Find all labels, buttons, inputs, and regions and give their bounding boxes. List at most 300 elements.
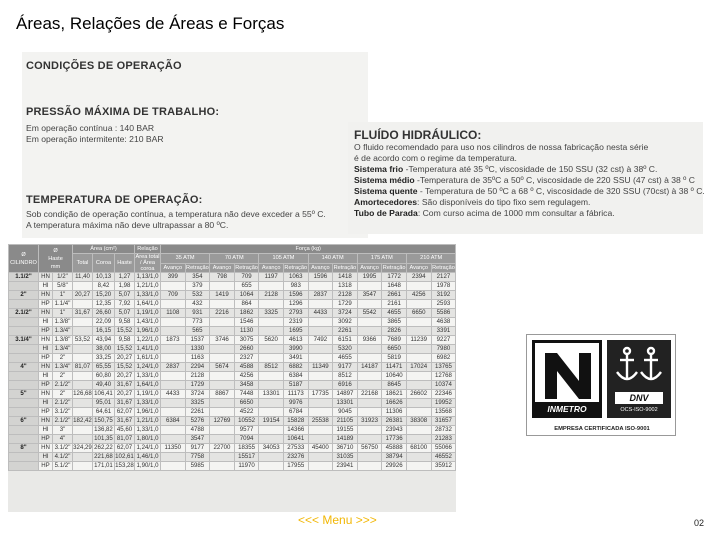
- table-cell: 2327: [234, 354, 259, 363]
- table-cell: 1,13/1,0: [136, 273, 159, 280]
- table-cell: 4638: [431, 318, 456, 327]
- table-cell: [161, 399, 186, 408]
- table-cell: 262,22: [94, 444, 113, 451]
- table-cell: 221,68: [94, 453, 113, 460]
- table-cell: 2319: [283, 318, 308, 327]
- table-cell: 1,22/1,0: [136, 336, 159, 343]
- table-cell: 20,27: [115, 390, 135, 399]
- table-cell: 21283: [431, 435, 456, 444]
- table-cell: 19154: [259, 417, 284, 426]
- menu-link[interactable]: <<< Menu >>>: [298, 513, 377, 527]
- cylinder-cell: [9, 462, 39, 471]
- anchor-icon: [613, 344, 665, 388]
- table-row: [9, 273, 456, 282]
- table-cell: [210, 372, 235, 381]
- header-ratio: Relação: [135, 245, 161, 254]
- table-cell: [73, 381, 93, 390]
- cylinder-cell: [9, 300, 39, 309]
- table-cell: 9045: [333, 408, 358, 417]
- table-row: [9, 381, 456, 390]
- table-cell: [357, 453, 382, 462]
- table-cell: [406, 318, 431, 327]
- table-cell: [259, 426, 284, 435]
- table-cell: [210, 453, 235, 462]
- table-cell: [259, 354, 284, 363]
- table-cell: [210, 318, 235, 327]
- table-cell: [161, 372, 186, 381]
- table-cell: 3075: [234, 336, 259, 345]
- fluid-intro-line: O fluido recomendado para uso nos cilindros de nossa fabricação nesta série: [354, 142, 649, 152]
- table-cell: 14366: [283, 426, 308, 435]
- table-cell: 1.3/4": [53, 345, 73, 354]
- header-return: Retração: [186, 264, 209, 271]
- temperature-line: A temperatura máxima não deve ultrapassar a 80 ºC.: [26, 220, 229, 230]
- table-cell: 5320: [333, 345, 358, 354]
- cylinder-cell: [9, 327, 39, 336]
- table-cell: 150,75: [94, 417, 113, 424]
- table-cell: 1,24/1,0: [136, 444, 159, 451]
- fluid-intro-line: é de acordo com o regime da temperatura.: [354, 153, 517, 163]
- table-cell: 136,82: [94, 426, 113, 433]
- header-pressure: 210 ATM: [406, 254, 455, 264]
- table-cell: 1163: [185, 354, 210, 363]
- table-cell: [406, 453, 431, 462]
- table-cell: 10552: [234, 417, 259, 426]
- table-cell: [73, 318, 93, 327]
- table-cell: 2826: [382, 327, 407, 336]
- table-cell: 354: [185, 273, 210, 282]
- table-row: [9, 291, 456, 300]
- slide-title: Áreas, Relações de Áreas e Forças: [16, 14, 285, 33]
- table-cell: [161, 282, 186, 291]
- table-cell: [406, 282, 431, 291]
- table-cell: 21105: [333, 417, 358, 426]
- table-cell: 5,07: [115, 309, 135, 318]
- table-cell: 2837: [161, 363, 186, 372]
- table-cell: 17955: [283, 462, 308, 471]
- table-cell: 22700: [210, 444, 235, 453]
- table-cell: [210, 408, 235, 417]
- table-cell: 3092: [333, 318, 358, 327]
- table-cell: 1130: [234, 327, 259, 336]
- header-rod-label: Haste: [48, 255, 63, 262]
- table-cell: 14189: [333, 435, 358, 444]
- table-cell: HN: [39, 273, 53, 282]
- table-row: [9, 444, 456, 453]
- table-cell: [308, 345, 333, 354]
- fluid-system-line: [354, 208, 615, 218]
- fluid-system-label: Sistema médio: [354, 175, 415, 185]
- table-cell: 22168: [357, 390, 382, 399]
- table-cell: 10641: [283, 435, 308, 444]
- table-cell: 5542: [357, 309, 382, 318]
- table-cell: [161, 462, 186, 471]
- table-cell: 25538: [308, 417, 333, 426]
- table-cell: 3724: [185, 390, 210, 399]
- table-cell: 3.1/2": [53, 444, 73, 453]
- table-cell: [406, 300, 431, 309]
- table-cell: 7492: [308, 336, 333, 345]
- table-cell: 3.1/2": [53, 408, 73, 417]
- header-advance: Avanço: [406, 263, 431, 273]
- table-cell: [406, 462, 431, 471]
- table-cell: 18355: [234, 444, 259, 453]
- table-cell: 9227: [431, 336, 456, 345]
- table-cell: HP: [39, 435, 53, 444]
- table-cell: HI: [39, 372, 53, 381]
- header-pressure: 105 ATM: [259, 254, 308, 264]
- header-rod-symbol: Ø: [53, 247, 58, 254]
- table-cell: 2793: [283, 309, 308, 318]
- table-cell: 126,68: [73, 390, 92, 397]
- table-cell: 9177: [333, 363, 358, 372]
- table-cell: [161, 327, 186, 336]
- cylinder-cell: [9, 399, 39, 408]
- table-cell: 18621: [382, 390, 407, 399]
- table-row: [9, 408, 456, 417]
- table-cell: 1546: [234, 318, 259, 327]
- table-cell: 709: [234, 273, 259, 282]
- table-cell: 68100: [406, 444, 431, 453]
- header-advance: Avanço: [357, 263, 382, 273]
- temperature-line: Sob condição de operação contínua, a temperatura não deve exceder a 55º C.: [26, 209, 326, 219]
- table-cell: 3458: [234, 381, 259, 390]
- table-cell: 6650: [406, 309, 431, 318]
- table-cell: 10640: [382, 372, 407, 381]
- table-cell: 2": [53, 372, 73, 381]
- table-cell: 12768: [431, 372, 456, 381]
- header-pressure: 70 ATM: [210, 254, 259, 264]
- table-cell: 2": [53, 390, 73, 399]
- table-cell: 1,41/1,0: [136, 345, 159, 352]
- table-cell: [73, 300, 93, 309]
- table-cell: 15517: [234, 453, 259, 462]
- table-cell: [73, 462, 93, 471]
- table-cell: 2.1/2": [53, 399, 73, 408]
- table-row: [9, 327, 456, 336]
- table-cell: 7094: [234, 435, 259, 444]
- table-cell: [161, 408, 186, 417]
- table-row: [9, 399, 456, 408]
- fluid-system-label: Tubo de Parada: [354, 208, 418, 218]
- table-cell: 1,46/1,0: [136, 453, 159, 460]
- table-cell: 2": [53, 354, 73, 363]
- table-cell: 1862: [234, 309, 259, 318]
- fluid-system-label: Sistema frio: [354, 164, 404, 174]
- table-cell: [357, 282, 382, 291]
- table-cell: 5187: [283, 381, 308, 390]
- table-cell: [161, 345, 186, 354]
- table-cell: 3724: [333, 309, 358, 318]
- table-cell: 11173: [283, 390, 308, 399]
- table-cell: [308, 453, 333, 462]
- table-cell: [210, 426, 235, 435]
- table-cell: [308, 381, 333, 390]
- header-return: Retração: [333, 264, 357, 271]
- table-cell: 4588: [234, 363, 259, 372]
- table-cell: 2294: [185, 363, 210, 372]
- table-cell: 1,19/1,0: [136, 309, 159, 316]
- table-cell: [210, 345, 235, 354]
- table-cell: [357, 435, 382, 444]
- table-cell: 1.3/8": [53, 318, 73, 327]
- certification-panel: [526, 334, 676, 436]
- table-cell: [308, 282, 333, 291]
- table-cell: 38,00: [93, 345, 115, 354]
- cylinder-cell: 8": [9, 444, 39, 453]
- table-cell: 1318: [333, 282, 358, 291]
- header-cylinder-symbol: Ø: [21, 251, 26, 258]
- table-cell: [357, 354, 382, 363]
- header-cylinder: [9, 245, 39, 273]
- cylinder-cell: 5": [9, 390, 39, 399]
- table-cell: [357, 345, 382, 354]
- table-cell: 2593: [431, 300, 456, 309]
- table-cell: [308, 399, 333, 408]
- table-cell: 1,24/1,0: [136, 363, 159, 370]
- table-cell: 11350: [161, 444, 186, 453]
- table-cell: 17024: [406, 363, 431, 372]
- header-pressure: 175 ATM: [357, 254, 406, 264]
- table-cell: [406, 399, 431, 408]
- table-cell: 7758: [185, 453, 210, 462]
- table-cell: 1330: [185, 345, 210, 354]
- table-cell: 3192: [431, 291, 456, 300]
- table-cell: 28732: [431, 426, 456, 435]
- table-row: [9, 462, 456, 471]
- table-cell: HP: [39, 381, 53, 390]
- table-cell: 27533: [283, 444, 308, 453]
- table-cell: 4788: [185, 426, 210, 435]
- table-cell: 6784: [283, 408, 308, 417]
- table-cell: 7980: [431, 345, 456, 354]
- table-cell: 1.3/4": [53, 363, 73, 372]
- table-cell: 10374: [431, 381, 456, 390]
- table-cell: 1,96/1,0: [136, 408, 159, 415]
- table-cell: [308, 318, 333, 327]
- table-cell: 3325: [185, 399, 210, 408]
- table-cell: 16,15: [93, 327, 115, 336]
- force-table-header: [9, 245, 456, 273]
- table-cell: 11239: [406, 336, 431, 345]
- table-cell: 931: [185, 309, 210, 318]
- table-cell: 62,07: [115, 408, 135, 417]
- table-cell: 19952: [431, 399, 456, 408]
- table-cell: [73, 453, 93, 462]
- table-row: [9, 309, 456, 318]
- table-cell: [259, 381, 284, 390]
- table-cell: 1596: [283, 291, 308, 300]
- header-force: Força (kg): [161, 245, 456, 254]
- table-cell: 11970: [234, 462, 259, 471]
- table-cell: 1,96/1,0: [136, 327, 159, 334]
- table-cell: 1,33/1,0: [136, 426, 159, 433]
- table-cell: [357, 426, 382, 435]
- table-row: [9, 435, 456, 444]
- table-cell: [210, 462, 235, 471]
- table-cell: [406, 345, 431, 354]
- table-cell: 5819: [382, 354, 407, 363]
- table-row: [9, 453, 456, 462]
- table-cell: [210, 282, 235, 291]
- table-cell: 1.3/4": [53, 327, 73, 336]
- table-cell: 31035: [333, 453, 358, 462]
- table-cell: 1648: [382, 282, 407, 291]
- table-cell: 9,58: [115, 336, 135, 345]
- table-cell: [357, 381, 382, 390]
- cylinder-cell: 3.1/4": [9, 336, 39, 345]
- table-cell: HN: [39, 336, 53, 345]
- table-cell: 9976: [283, 399, 308, 408]
- table-cell: 4655: [382, 309, 407, 318]
- table-cell: [259, 408, 284, 417]
- table-cell: HI: [39, 453, 53, 462]
- table-cell: [259, 372, 284, 381]
- table-cell: [357, 300, 382, 309]
- table-cell: 4433: [161, 390, 186, 399]
- table-cell: 6650: [382, 345, 407, 354]
- table-row: [9, 426, 456, 435]
- table-cell: 2128: [259, 291, 284, 300]
- inmetro-n-icon: [543, 351, 593, 401]
- table-cell: 13301: [333, 399, 358, 408]
- table-cell: 26,60: [93, 309, 115, 318]
- table-cell: 2660: [234, 345, 259, 354]
- table-cell: 14897: [333, 390, 358, 399]
- table-cell: 29926: [382, 462, 407, 471]
- table-cell: 3491: [283, 354, 308, 363]
- table-cell: 1,21/1,0: [136, 282, 159, 289]
- table-cell: 15,20: [93, 291, 115, 300]
- header-crown: Coroa: [93, 254, 115, 273]
- table-cell: 8867: [210, 390, 235, 399]
- inmetro-label: INMETRO: [535, 402, 599, 416]
- table-cell: 46552: [431, 453, 456, 462]
- dnv-code: OCS-ISO-9002: [620, 407, 658, 413]
- table-cell: 31,67: [115, 399, 135, 408]
- operating-conditions-panel: [22, 52, 368, 238]
- table-row: [9, 363, 456, 372]
- header-return: Retração: [382, 264, 406, 271]
- table-cell: 19155: [333, 426, 358, 435]
- cylinder-cell: [9, 372, 39, 381]
- table-cell: 17736: [382, 435, 407, 444]
- table-cell: 15,52: [115, 345, 135, 354]
- table-cell: 5620: [259, 336, 284, 345]
- table-cell: 1064: [234, 291, 259, 300]
- table-cell: [406, 372, 431, 381]
- header-advance: Avanço: [308, 263, 333, 273]
- table-cell: 2394: [406, 273, 431, 282]
- pressure-line: Em operação intermitente: 210 BAR: [26, 134, 164, 144]
- table-cell: [357, 462, 382, 471]
- header-ratio-sub: Área total / Área coroa: [135, 254, 160, 272]
- header-pressure: 140 ATM: [308, 254, 357, 264]
- table-cell: 1": [53, 309, 73, 318]
- table-cell: 36710: [333, 444, 358, 453]
- table-cell: 3547: [185, 435, 210, 444]
- table-cell: [161, 453, 186, 462]
- table-cell: 22,09: [93, 318, 115, 327]
- table-cell: [210, 354, 235, 363]
- table-cell: 3547: [357, 291, 382, 300]
- fluid-system-line: [354, 186, 705, 196]
- table-cell: [357, 327, 382, 336]
- table-cell: 4655: [333, 354, 358, 363]
- certification-caption: EMPRESA CERTIFICADA ISO-9001: [554, 426, 650, 432]
- table-cell: [259, 399, 284, 408]
- table-cell: 2128: [185, 372, 210, 381]
- table-cell: 38794: [382, 453, 407, 462]
- table-row: [9, 282, 456, 291]
- table-cell: 3": [53, 426, 73, 435]
- table-cell: [308, 354, 333, 363]
- table-cell: [73, 408, 93, 417]
- table-cell: 1596: [308, 273, 333, 282]
- table-cell: 1695: [283, 327, 308, 336]
- cylinder-cell: [9, 318, 39, 327]
- table-cell: 38308: [406, 417, 431, 426]
- table-cell: [259, 300, 284, 309]
- table-cell: 983: [283, 282, 308, 291]
- cylinder-cell: [9, 381, 39, 390]
- table-cell: 64,61: [93, 408, 115, 417]
- pressure-line: Em operação contínua : 140 BAR: [26, 123, 155, 133]
- fluid-system-text: - Temperatura de 50 ºC a 68 º C, viscosidade de 320 SSU (70cst) à 38 º C.: [417, 186, 705, 196]
- table-cell: HI: [39, 345, 53, 354]
- table-cell: [210, 300, 235, 309]
- table-cell: [406, 408, 431, 417]
- table-cell: HN: [39, 390, 53, 399]
- table-row: [9, 300, 456, 309]
- table-cell: 60,80: [93, 372, 115, 381]
- table-cell: [259, 327, 284, 336]
- table-cell: 1108: [161, 309, 186, 318]
- table-cell: 9577: [234, 426, 259, 435]
- table-cell: [259, 345, 284, 354]
- header-return: Retração: [235, 264, 258, 271]
- hydraulic-fluid-panel: [348, 122, 703, 234]
- force-table: [8, 244, 456, 471]
- table-cell: 20,27: [115, 354, 135, 363]
- table-cell: 53,52: [73, 336, 93, 345]
- table-cell: [161, 354, 186, 363]
- table-row: [9, 417, 456, 426]
- page-number: 02: [694, 518, 705, 528]
- fluid-system-line: [354, 197, 590, 207]
- table-cell: 31923: [357, 417, 382, 426]
- force-table-body: [9, 273, 456, 471]
- header-return: Retração: [432, 264, 455, 271]
- table-cell: 6916: [333, 381, 358, 390]
- table-cell: [357, 372, 382, 381]
- table-cell: 16626: [382, 399, 407, 408]
- table-cell: 2.1/2": [53, 381, 73, 390]
- table-cell: 3746: [210, 336, 235, 345]
- table-cell: 1,64/1,0: [136, 381, 159, 388]
- table-cell: 171,01: [94, 462, 113, 469]
- table-cell: 7689: [382, 336, 407, 345]
- table-cell: 432: [185, 300, 210, 309]
- table-cell: 4256: [406, 291, 431, 300]
- table-cell: [210, 327, 235, 336]
- header-advance: Avanço: [210, 263, 235, 273]
- table-cell: HN: [39, 363, 53, 372]
- table-cell: 33,25: [93, 354, 115, 363]
- table-row: [9, 345, 456, 354]
- table-cell: 8512: [259, 363, 284, 372]
- table-cell: 5276: [185, 417, 210, 426]
